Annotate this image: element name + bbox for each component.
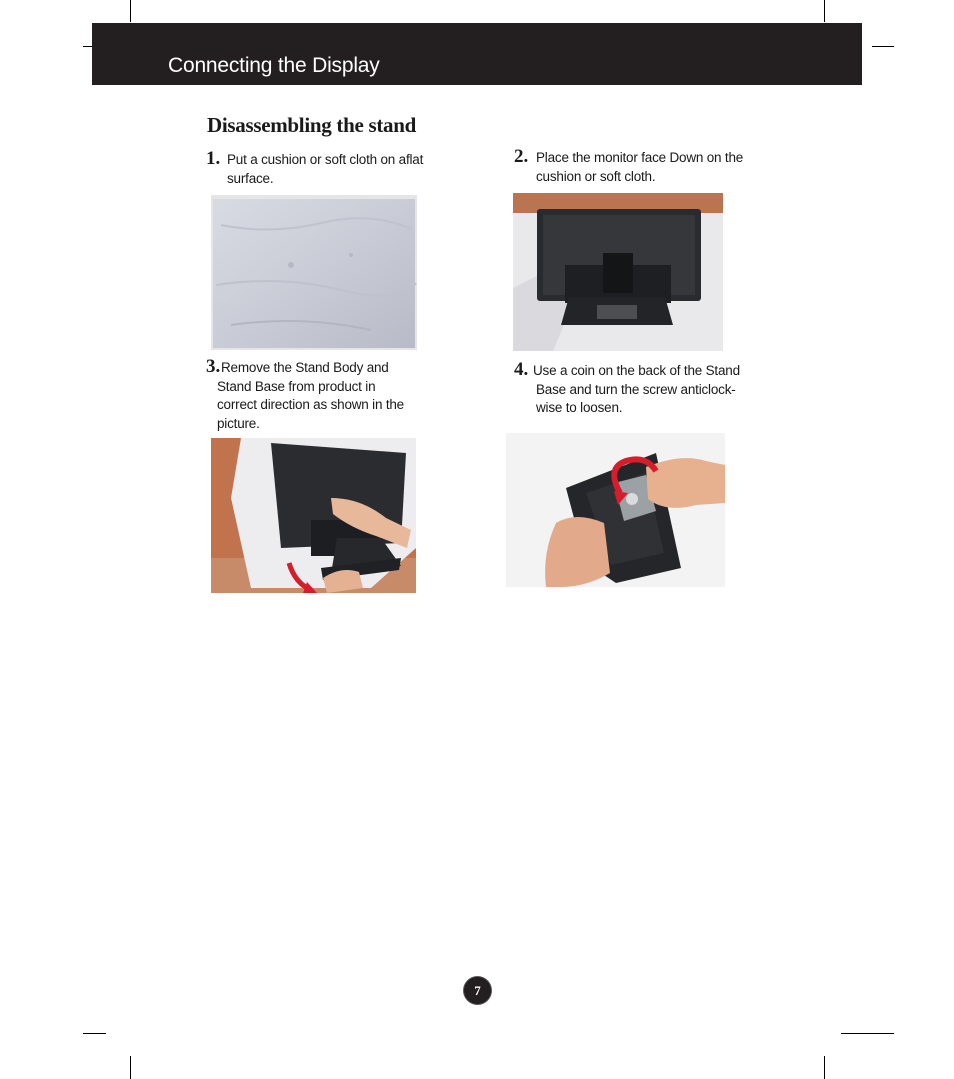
- page-number: 7: [474, 983, 481, 998]
- section-title: Disassembling the stand: [207, 113, 416, 137]
- crop-mark-bottom-right-v: [824, 1056, 825, 1079]
- step-2-text: Place the monitor face Down on the cushion or soft cloth.: [536, 150, 744, 184]
- crop-mark-top-left-v: [130, 0, 131, 22]
- step-3-text: Remove the Stand Body and Stand Base from product in correct direction as shown in the picture.: [217, 360, 404, 431]
- crop-mark-top-right-v: [824, 0, 825, 22]
- step-3-photo-remove-stand: [211, 438, 416, 593]
- step-1-number: 1.: [206, 148, 221, 169]
- step-2-number: 2.: [514, 146, 529, 167]
- step-4-photo-coin-screw: [506, 433, 725, 587]
- step-4-number: 4.: [514, 359, 529, 380]
- crop-mark-bottom-left-v: [130, 1056, 131, 1079]
- crop-mark-top-left-h: [83, 46, 92, 47]
- step-1-photo-cushion: [211, 195, 417, 350]
- page-number-badge: [464, 977, 491, 1004]
- step-3-number: 3.: [206, 356, 221, 377]
- crop-mark-bottom-right-h: [841, 1033, 894, 1034]
- step-1-text: Put a cushion or soft cloth on aflat surface.: [227, 152, 424, 186]
- page-title: Connecting the Display: [168, 54, 380, 77]
- step-4-text: Use a coin on the back of the Stand Base and turn the screw anticlock- wise to loosen.: [533, 363, 740, 415]
- crop-mark-top-right-h: [872, 46, 894, 47]
- step-2-photo-monitor-face-down: [513, 193, 723, 351]
- crop-mark-bottom-left-h: [83, 1033, 106, 1034]
